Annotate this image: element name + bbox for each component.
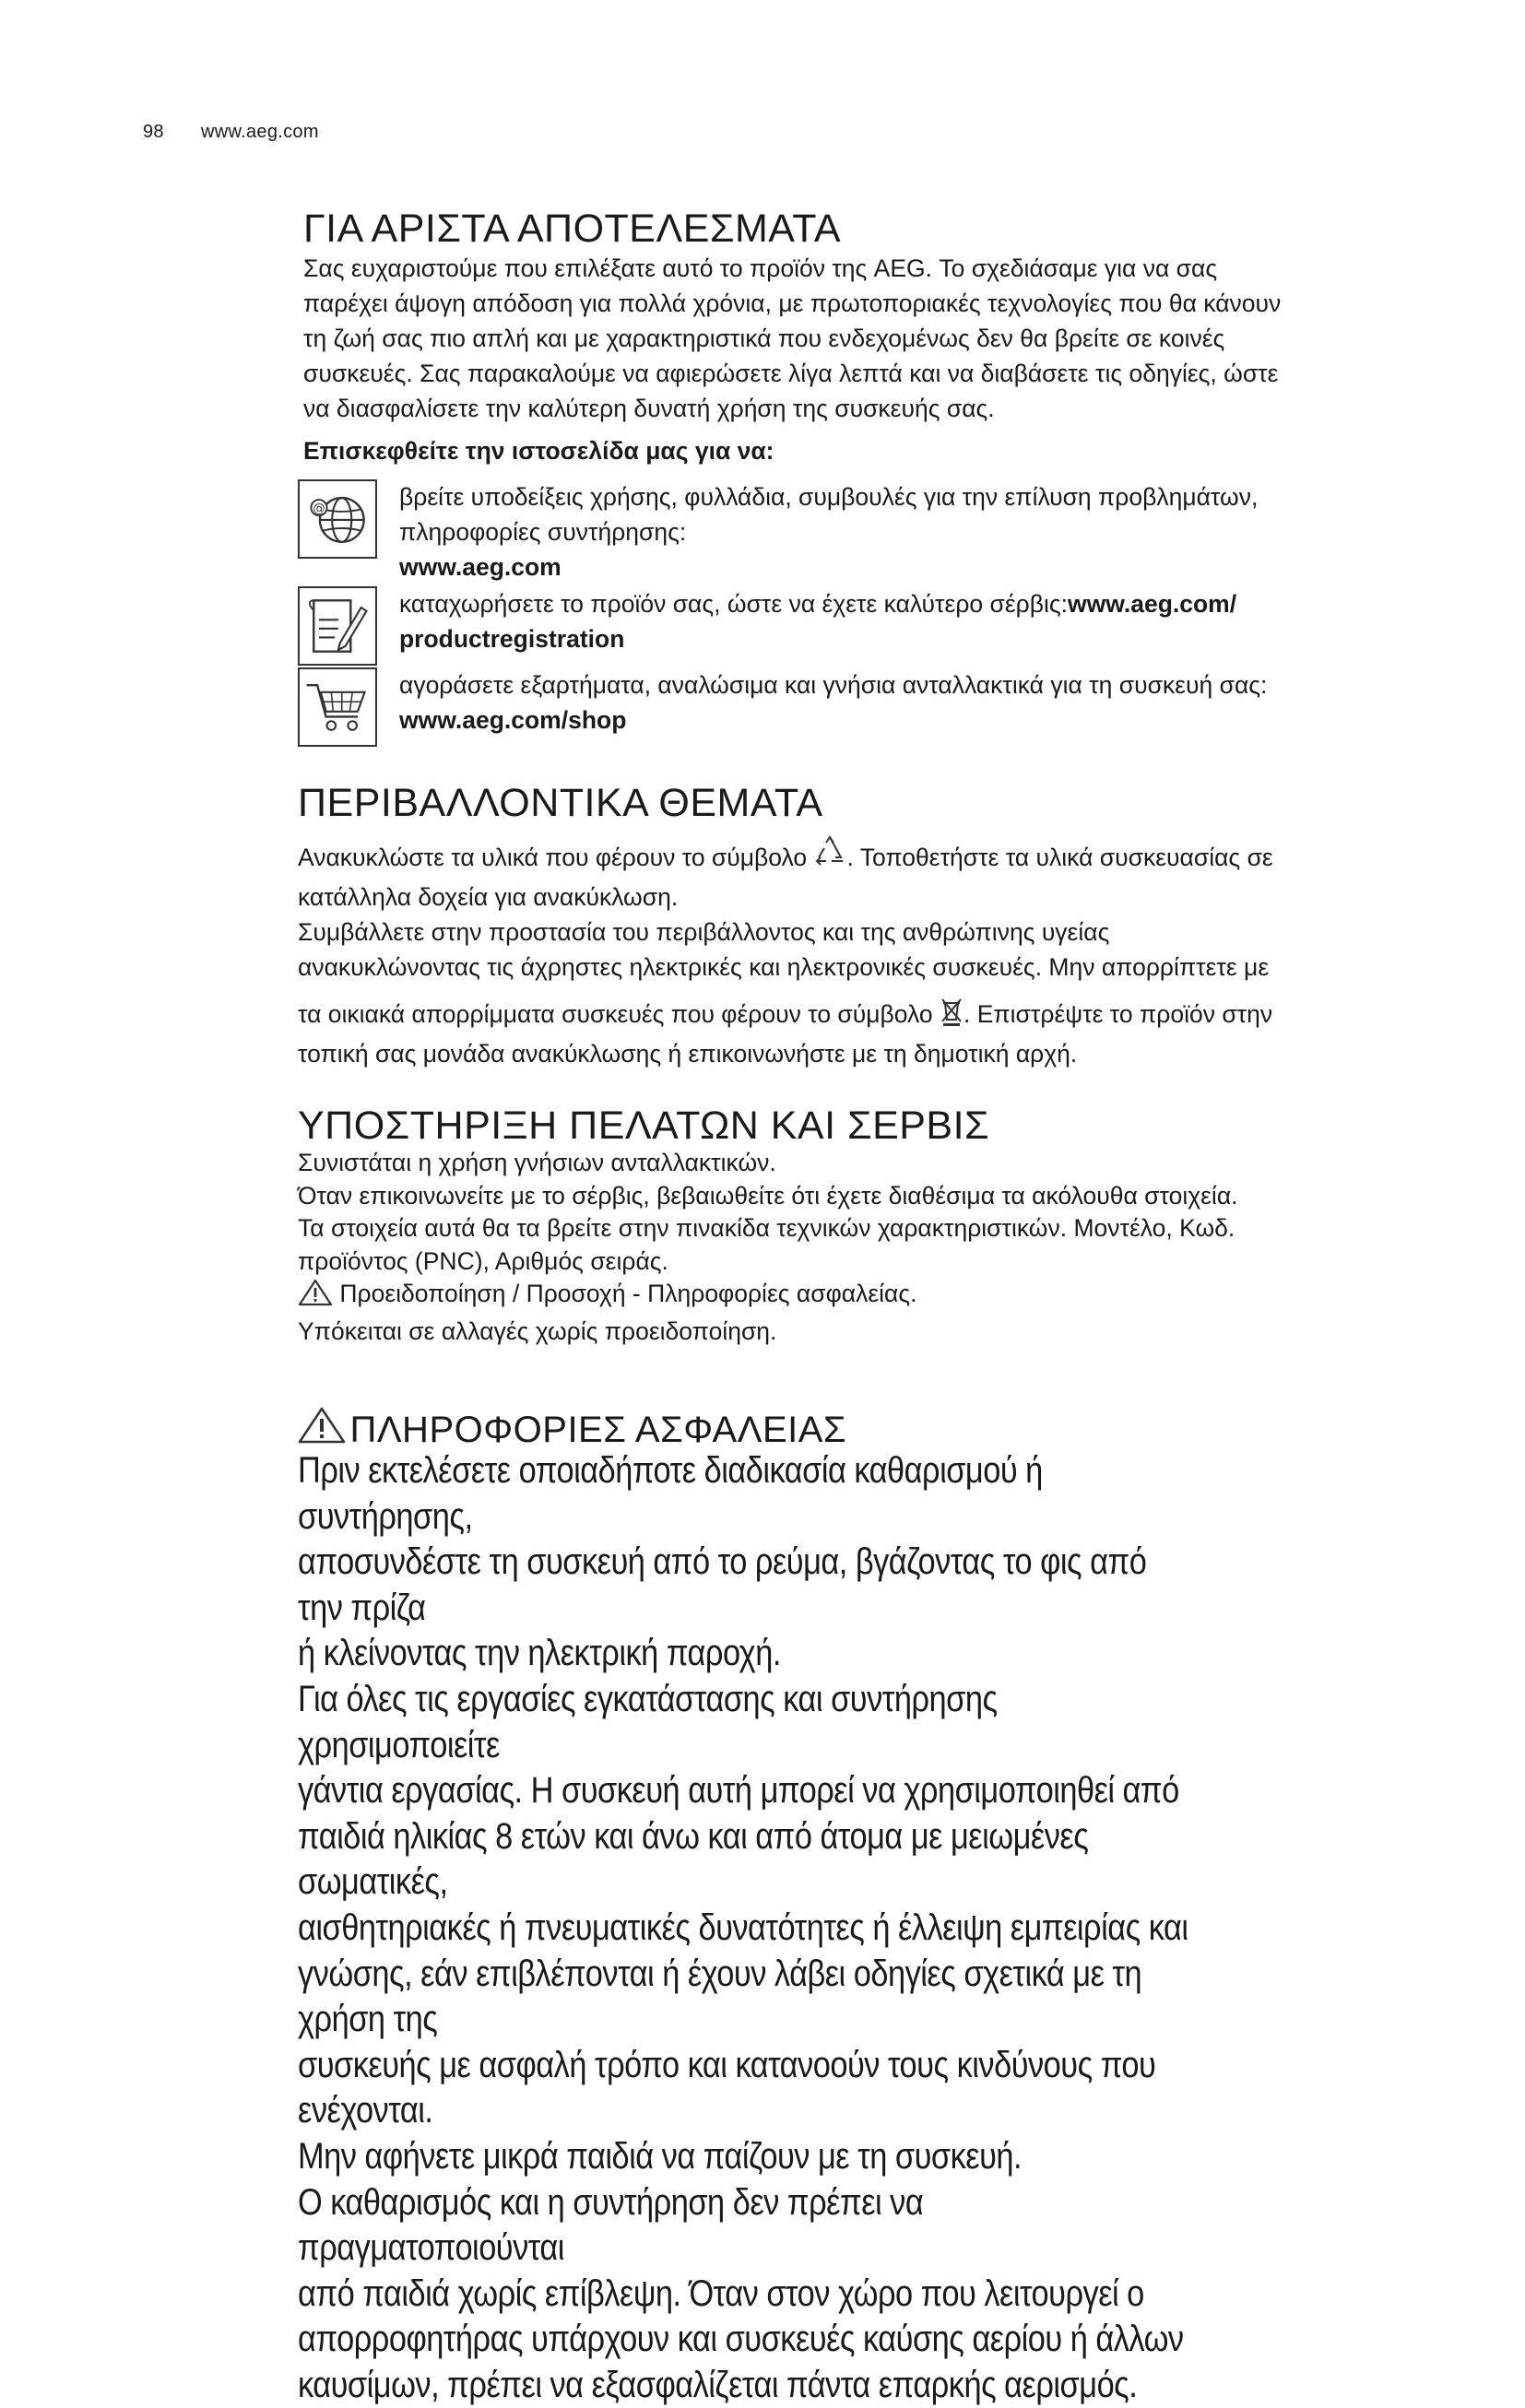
safety-line: από παιδιά χωρίς επίβλεψη. Όταν στον χώρο που λειτουργεί ο <box>298 2272 1144 2314</box>
safety-title: ΠΛΗΡΟΦΟΡΙΕΣ ΑΣΦΑΛΕΙΑΣ <box>349 1410 847 1450</box>
safety-line: αποσυνδέστε τη συσκευή από το ρεύμα, βγάζοντας το φις από την πρίζα <box>298 1541 1147 1628</box>
safety-line: συσκευής με ασφαλή τρόπο και κατανοούν τους κινδύνους που ενέχονται. <box>298 2044 1156 2131</box>
service-title: ΥΠΟΣΤΗΡΙΞΗ ΠΕΛΑΤΩΝ ΚΑΙ ΣΕΡΒΙΣ <box>298 1104 990 1148</box>
link-url[interactable]: www.aeg.com <box>399 553 562 581</box>
shopping-cart-icon <box>298 667 377 747</box>
env-text: τα οικιακά απορρίμματα συσκευές που φέρουν το σύμβολο <box>298 1000 933 1028</box>
best-results-intro <box>303 251 1437 426</box>
registration-icon <box>298 586 377 666</box>
safety-line: αισθητηριακές ή πνευματικές δυνατότητες ή έλλειψη εμπειρίας και <box>298 1906 1188 1948</box>
safety-line: γάντια εργασίας. Η συσκευή αυτή μπορεί να χρησιμοποιηθεί από <box>298 1770 1179 1812</box>
intro-line: να διασφαλίσετε την καλύτερη δυνατή χρήση της συσκευής σας. <box>303 395 995 422</box>
link-text-tips <box>399 479 1441 584</box>
intro-line: Σας ευχαριστούμε που επιλέξατε αυτό το προϊόν της AEG. Το σχεδιάσαμε για να σας <box>303 254 1218 282</box>
header-site-url[interactable]: www.aeg.com <box>201 122 319 142</box>
safety-body <box>298 1448 1194 2408</box>
service-line: Υπόκειται σε αλλαγές χωρίς προειδοποίηση. <box>298 1316 777 1345</box>
recycle-icon <box>813 833 846 879</box>
safety-line: γνώσης, εάν επιβλέπονται ή έχουν λάβει οδηγίες σχετικά με τη χρήση της <box>298 1953 1142 2040</box>
link-description: καταχωρήσετε το προϊόν σας, ώστε να έχετε καλύτερο σέρβις: <box>399 590 1068 618</box>
warning-icon <box>298 1279 333 1316</box>
service-line: Όταν επικοινωνείτε με το σέρβις, βεβαιωθείτε ότι έχετε διαθέσιμα τα ακόλουθα στοιχεία. <box>298 1181 1238 1210</box>
service-warning-text: Προειδοποίηση / Προσοχή - Πληροφορίες ασφαλείας. <box>339 1280 917 1307</box>
service-body <box>298 1147 1441 1348</box>
env-text: . Επιστρέψτε το προϊόν στην <box>963 1000 1273 1028</box>
safety-line: ή κλείνοντας την ηλεκτρική παροχή. <box>298 1633 781 1674</box>
safety-line: Μην αφήνετε μικρά παιδιά να παίζουν με τη συσκευή. <box>298 2135 1023 2177</box>
safety-line: Για όλες τις εργασίες εγκατάστασης και συντήρησης χρησιμοποιείτε <box>298 1678 998 1765</box>
service-line: Συνιστάται η χρήση γνήσιων ανταλλακτικών. <box>298 1149 776 1176</box>
safety-line: παιδιά ηλικίας 8 ετών και άνω και από άτομα με μειωμένες σωματικές, <box>298 1815 1089 1903</box>
environment-title: ΠΕΡΙΒΑΛΛΟΝΤΙΚΑ ΘΕΜΑΤΑ <box>298 781 823 825</box>
page-number: 98 <box>143 122 164 142</box>
best-results-title: ΓΙΑ ΑΡΙΣΤΑ ΑΠΟΤΕΛΕΣΜΑΤΑ <box>303 207 842 251</box>
visit-heading: Επισκεφθείτε την ιστοσελίδα μας για να: <box>303 437 774 465</box>
intro-line: συσκευές. Σας παρακαλούμε να αφιερώσετε λίγα λεπτά και να διαβάσετε τις οδηγίες, ώστε <box>303 360 1279 387</box>
environment-body <box>298 833 1441 1071</box>
link-description: αγοράσετε εξαρτήματα, αναλώσιμα και γνήσια ανταλλακτικά για τη συσκευή σας: <box>399 671 1268 699</box>
env-text: Ανακυκλώστε τα υλικά που φέρουν το σύμβολο <box>298 844 808 871</box>
safety-title-row <box>298 1407 846 1448</box>
env-text: . Τοποθετήστε τα υλικά συσκευασίας σε <box>846 844 1273 871</box>
safety-line: απορροφητήρας υπάρχουν και συσκευές καύσης αερίου ή άλλων <box>298 2319 1184 2360</box>
link-description: πληροφορίες συντήρησης: <box>399 518 687 546</box>
env-text: κατάλληλα δοχεία για ανακύκλωση. <box>298 883 679 911</box>
link-url-continued[interactable]: productregistration <box>399 625 625 653</box>
env-text: τοπική σας μονάδα ανακύκλωσης ή επικοινωνήστε με τη δημοτική αρχή. <box>298 1040 1078 1068</box>
svg-text:@: @ <box>313 502 325 516</box>
crossed-bin-icon <box>940 996 963 1036</box>
link-text-registration <box>399 586 1441 656</box>
link-description: βρείτε υποδείξεις χρήσης, φυλλάδια, συμβουλές για την επίλυση προβλημάτων, <box>399 483 1259 511</box>
env-text: Συμβάλλετε στην προστασία του περιβάλλοντος και της ανθρώπινης υγείας <box>298 918 1110 946</box>
service-line: Τα στοιχεία αυτά θα τα βρείτε στην πινακίδα τεχνικών χαρακτηριστικών. Μοντέλο, Κωδ. <box>298 1214 1235 1242</box>
safety-line: Ο καθαρισμός και η συντήρηση δεν πρέπει να πραγματοποιούνται <box>298 2181 924 2269</box>
env-text: ανακυκλώνοντας τις άχρηστες ηλεκτρικές και ηλεκτρονικές συσκευές. Μην απορρίπτετε με <box>298 953 1270 981</box>
safety-line: καυσίμων, πρέπει να εξασφαλίζεται πάντα επαρκής αερισμός. <box>298 2364 1138 2405</box>
intro-line: τη ζωή σας πιο απλή και με χαρακτηριστικά που ενδεχομένως δεν θα βρείτε σε κοινές <box>303 325 1225 352</box>
warning-icon <box>298 1407 346 1448</box>
link-url[interactable]: www.aeg.com/shop <box>399 706 627 734</box>
service-line: προϊόντος (PNC), Αριθμός σειράς. <box>298 1246 668 1275</box>
intro-line: παρέχει άψογη απόδοση για πολλά χρόνια, με πρωτοποριακές τεχνολογίες που θα κάνουν <box>303 289 1282 317</box>
safety-line: Πριν εκτελέσετε οποιαδήποτε διαδικασία καθαρισμού ή συντήρησης, <box>298 1450 1043 1537</box>
globe-icon <box>298 479 377 559</box>
link-url[interactable]: www.aeg.com/ <box>1068 590 1237 618</box>
link-text-shop <box>399 667 1441 738</box>
